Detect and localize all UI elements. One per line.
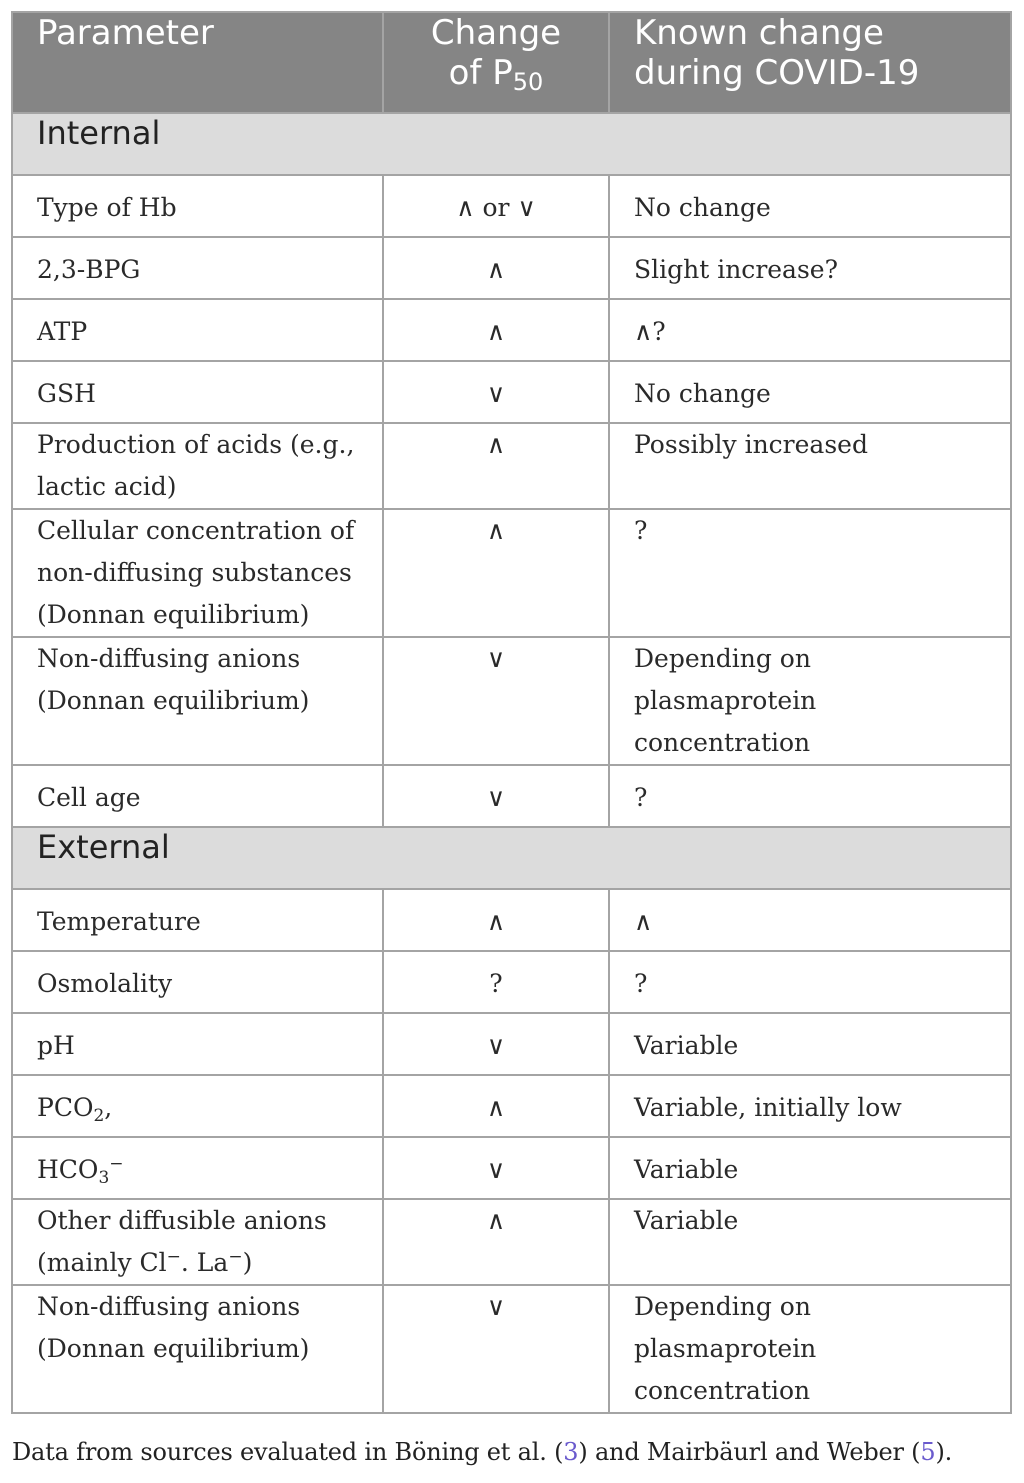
change-cell: ∧	[383, 299, 609, 361]
table-row	[12, 637, 1011, 765]
reference-link-3[interactable]: 3	[563, 1438, 579, 1466]
table-row	[12, 1137, 1011, 1199]
change-cell: ∧	[383, 889, 609, 951]
change-cell: ∧	[383, 237, 609, 299]
parameter-cell: $HCO_3^-$	[12, 1137, 383, 1199]
change-cell: ?	[383, 951, 609, 1013]
table-caption: Data from sources evaluated in Böning et al. (3) and Mairbäurl and Weber (5).	[12, 1438, 953, 1466]
section-title-external: External	[12, 827, 1011, 889]
change-cell: ∧	[383, 1199, 609, 1285]
change-cell: ∧ or ∨	[383, 175, 609, 237]
table-row	[12, 423, 1011, 509]
covid-cell: Variable	[609, 1137, 1011, 1199]
change-cell: ∨	[383, 1013, 609, 1075]
covid-cell: ∧	[609, 889, 1011, 951]
parameter-cell: Cellular concentration of non-diffusing substances (Donnan equilibrium)	[12, 509, 383, 637]
table-row	[12, 237, 1011, 299]
table-row	[12, 765, 1011, 827]
parameter-cell: Non-diffusing anions (Donnan equilibrium)	[12, 1285, 383, 1413]
change-cell: ∧	[383, 509, 609, 637]
change-cell: ∧	[383, 423, 609, 509]
covid-cell: ?	[609, 509, 1011, 637]
table-row	[12, 951, 1011, 1013]
table-row	[12, 175, 1011, 237]
parameter-cell: Other diffusible anions (mainly Cl−. La−)	[12, 1199, 383, 1285]
table-row	[12, 299, 1011, 361]
parameter-cell: Non-diffusing anions (Donnan equilibrium)	[12, 637, 383, 765]
parameter-cell: 2,3-BPG	[12, 237, 383, 299]
table-row	[12, 1199, 1011, 1285]
change-cell: ∧	[383, 1075, 609, 1137]
section-title-internal: Internal	[12, 113, 1011, 175]
change-cell: ∨	[383, 637, 609, 765]
section-row-external	[12, 827, 1011, 889]
parameter-cell: Cell age	[12, 765, 383, 827]
table-row	[12, 1013, 1011, 1075]
table-header-row	[12, 12, 1011, 113]
covid-cell: ?	[609, 765, 1011, 827]
covid-cell: ?	[609, 951, 1011, 1013]
covid-cell: Variable	[609, 1199, 1011, 1285]
section-row-internal	[12, 113, 1011, 175]
covid-cell: Possibly increased	[609, 423, 1011, 509]
header-known-change: Known change during COVID-19	[609, 12, 1011, 113]
covid-cell: Slight increase?	[609, 237, 1011, 299]
parameter-cell: Type of Hb	[12, 175, 383, 237]
covid-cell: Variable	[609, 1013, 1011, 1075]
covid-cell: Variable, initially low	[609, 1075, 1011, 1137]
p50-parameter-table	[11, 11, 1012, 1414]
parameter-cell: Osmolality	[12, 951, 383, 1013]
parameter-cell: GSH	[12, 361, 383, 423]
covid-cell: No change	[609, 175, 1011, 237]
parameter-cell: Production of acids (e.g., lactic acid)	[12, 423, 383, 509]
covid-cell: Depending on plasmaprotein concentration	[609, 1285, 1011, 1413]
parameter-cell: pH	[12, 1013, 383, 1075]
table-row	[12, 509, 1011, 637]
change-cell: ∨	[383, 1285, 609, 1413]
change-cell: ∨	[383, 361, 609, 423]
parameter-cell: Temperature	[12, 889, 383, 951]
reference-link-5[interactable]: 5	[920, 1438, 936, 1466]
table-row	[12, 1285, 1011, 1413]
change-cell: ∨	[383, 1137, 609, 1199]
table-row	[12, 889, 1011, 951]
covid-cell: Depending on plasmaprotein concentration	[609, 637, 1011, 765]
header-change-of-p50: Change of $P_{50}$	[383, 12, 609, 113]
parameter-cell: ATP	[12, 299, 383, 361]
covid-cell: No change	[609, 361, 1011, 423]
change-cell: ∨	[383, 765, 609, 827]
covid-cell: ∧?	[609, 299, 1011, 361]
table-row	[12, 361, 1011, 423]
table-row	[12, 1075, 1011, 1137]
parameter-cell: $PCO_2$,	[12, 1075, 383, 1137]
header-parameter: Parameter	[12, 12, 383, 113]
